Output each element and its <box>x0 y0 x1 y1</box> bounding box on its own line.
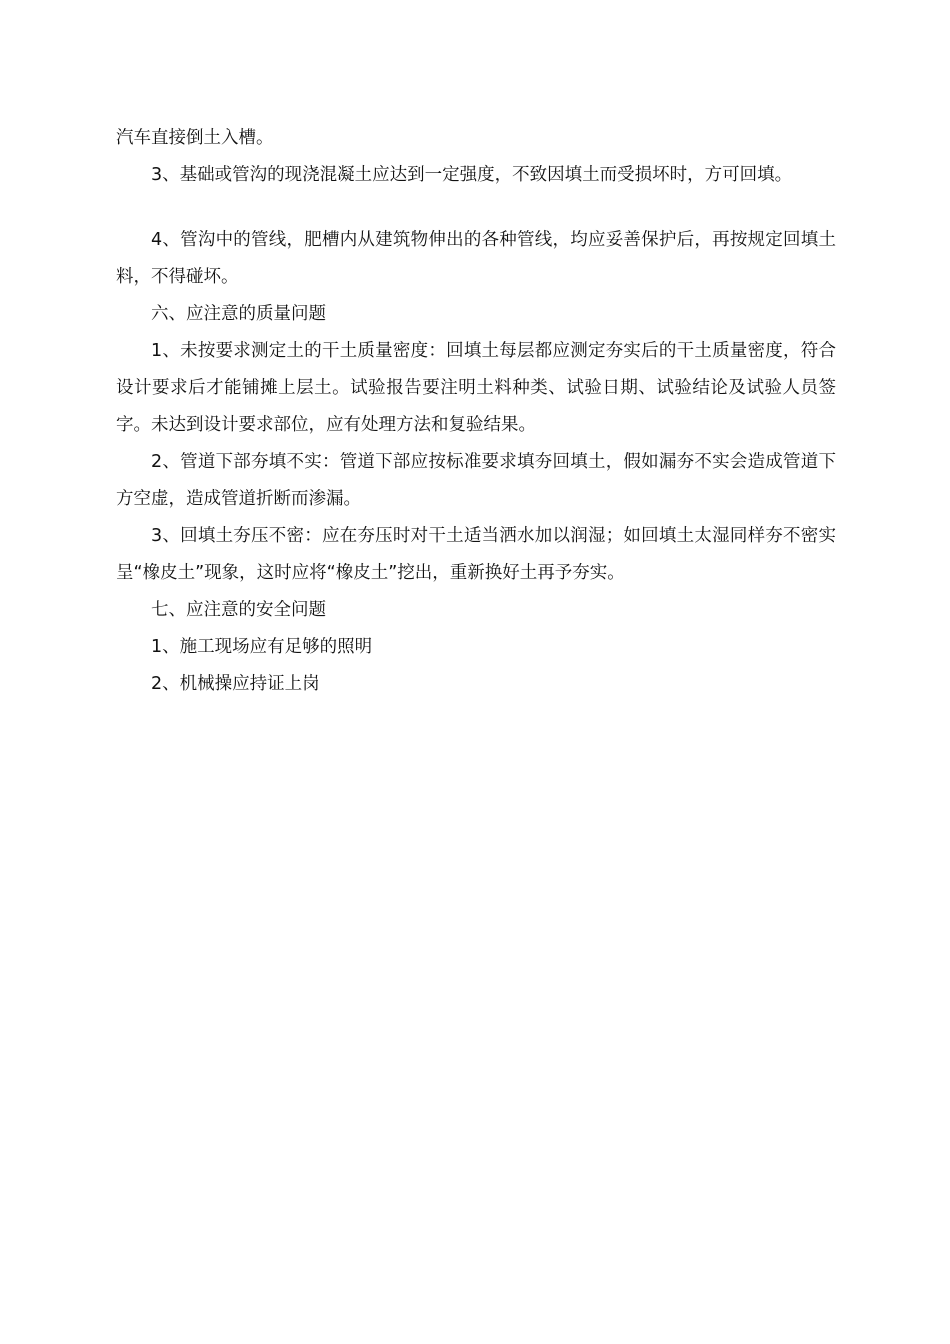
paragraph-quality-3: 3、回填土夯压不密：应在夯压时对干土适当洒水加以润湿；如回填土太湿同样夯不密实呈“橡皮土”现象，这时应将“橡皮土”挖出，重新换好土再予夯实。 <box>116 526 836 583</box>
paragraph-item-4-pipelines: 4、管沟中的管线，肥槽内从建筑物伸出的各种管线，均应妥善保护后，再按规定回填土料，不得碰坏。 <box>116 230 836 287</box>
paragraph-continuation: 汽车直接倒土入槽。 <box>116 128 274 148</box>
paragraph-safety-1: 1、施工现场应有足够的照明 <box>151 637 373 657</box>
paragraph-safety-2: 2、机械操应持证上岗 <box>151 674 320 694</box>
paragraph-item-3-foundation: 3、基础或管沟的现浇混凝土应达到一定强度，不致因填土而受损坏时，方可回填。 <box>151 165 793 185</box>
section-heading-safety: 七、应注意的安全问题 <box>151 600 326 620</box>
document-body <box>116 120 836 703</box>
paragraph-quality-1: 1、未按要求测定土的干土质量密度：回填土每层都应测定夯实后的干土质量密度，符合设计要求后才能铺摊上层土。试验报告要注明土料种类、试验日期、试验结论及试验人员签字。未达到设计要求部位，应有处理方法和复验结果。 <box>116 341 836 435</box>
section-heading-quality: 六、应注意的质量问题 <box>151 304 326 324</box>
paragraph-quality-2: 2、管道下部夯填不实：管道下部应按标准要求填夯回填土，假如漏夯不实会造成管道下方空虚，造成管道折断而渗漏。 <box>116 452 836 509</box>
